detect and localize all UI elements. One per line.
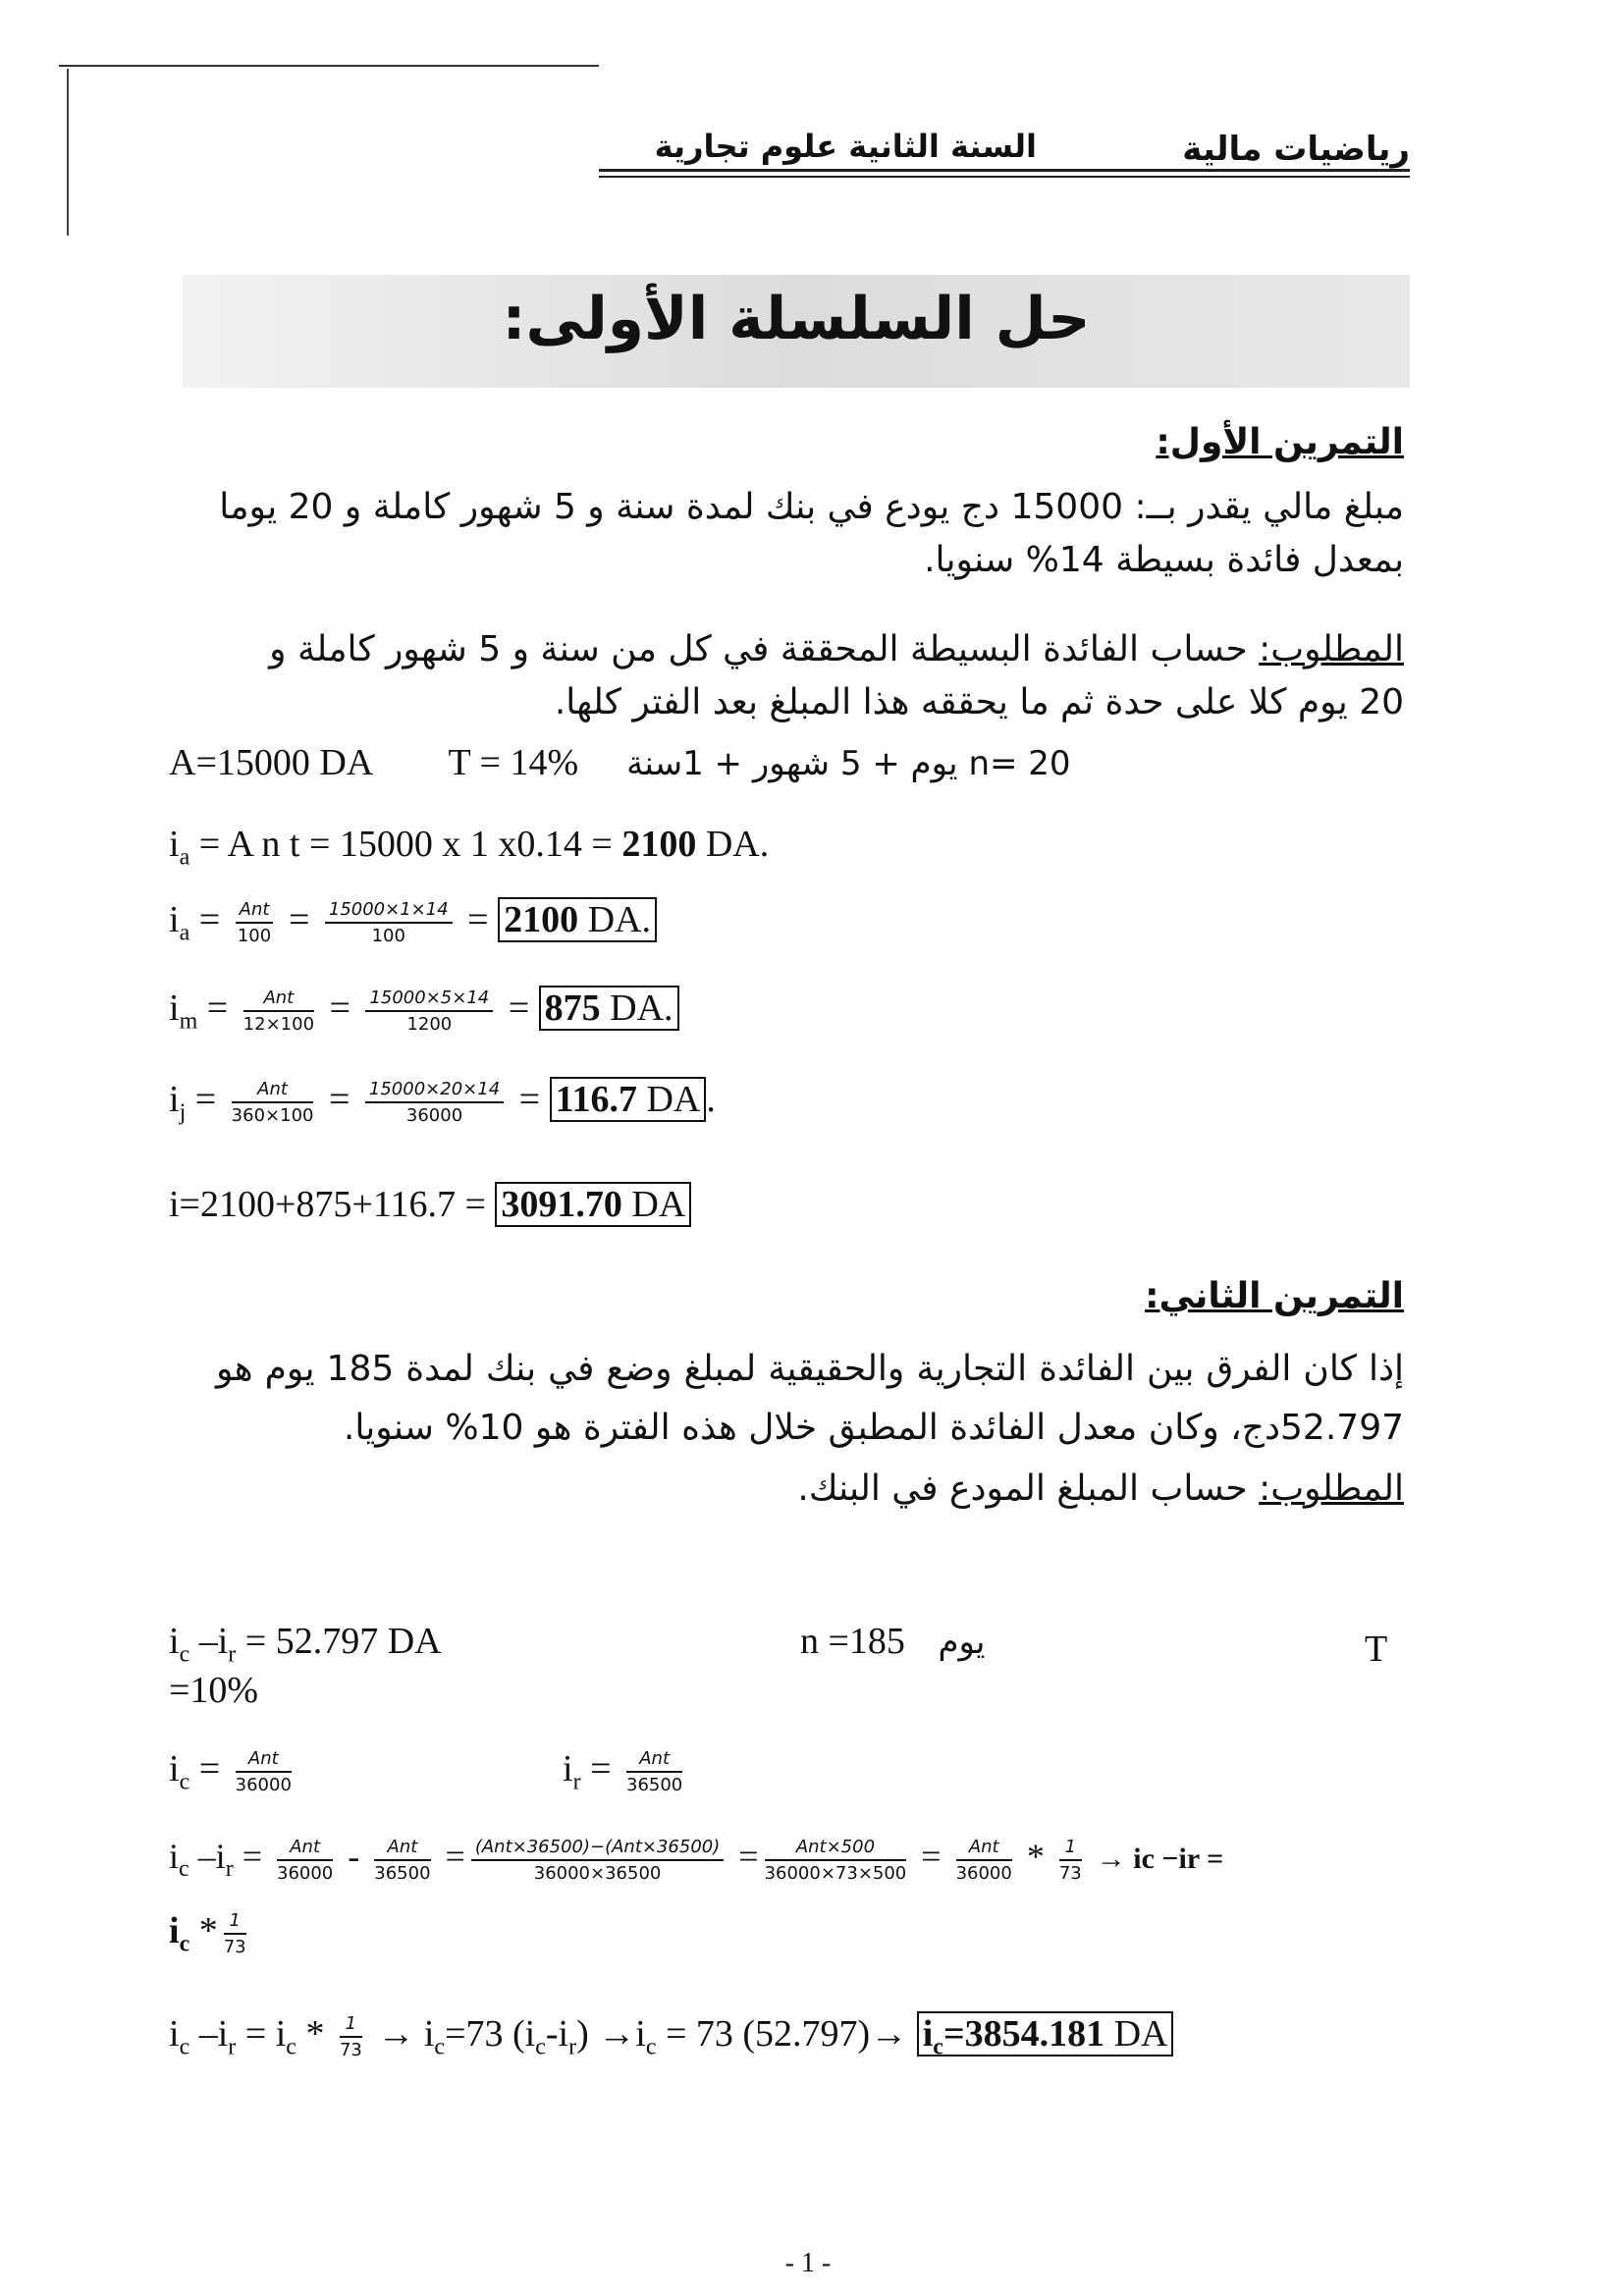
equation-difference: $i_c$ $-i_r$ = $\frac{\text{Ant}}{36000}$ - $\frac{\text{Ant}}{36500}$ = $\frac{\text{(Ant×36500)−(Ant×36500)}}{36000\times 36500}$ = $\frac{\text{Ant×500}}{36000\times 73\times 500}$ = $\frac{\text{Ant}}{36000}$ * $\frac{1}{73}$ → ic −ir = — [169, 1836, 1224, 1884]
exercise2-required — [216, 1463, 1404, 1516]
total-lhs: i=2100+875+116.7 = — [169, 1184, 496, 1225]
fraction: $\frac{\text{Ant}}{360\times 100}$ — [231, 1079, 314, 1127]
fraction: $\frac{1}{73}$ — [223, 1910, 246, 1958]
exercise2-heading: التمرين الثاني: — [1145, 1276, 1404, 1316]
exercise1-heading: التمرين الأول: — [1156, 422, 1404, 462]
fraction: $\frac{\text{Ant}}{36000}$ — [235, 1748, 292, 1796]
required-label: المطلوب: — [1259, 1468, 1404, 1509]
equation-ij-fraction: $i_j$ = $\frac{\text{Ant}}{360\times 100}$ = $\frac{15000\times 20\times 14}{36000}$ = 116.7 DA . — [169, 1079, 716, 1127]
exercise1-statement: مبلغ مالي يقدر بــ: 15000 دج يودع في بنك لمدة سنة و 5 شهور كاملة و 20 يوما بمعدل فائدة بسيطة 14% سنويا. — [219, 487, 1404, 580]
fraction: $\frac{15000\times 20\times 14}{36000}$ — [365, 1079, 504, 1126]
page-number: - 1 - — [784, 2248, 832, 2278]
ia-value: 2100 — [621, 824, 697, 865]
fraction: $\frac{\text{Ant}}{36000}$ — [277, 1836, 334, 1884]
data-t: T = 14% — [448, 742, 579, 783]
equation-difference-cont: $i_c$ * $\frac{1}{73}$ — [169, 1910, 246, 1958]
equation-ic: $i_c$ = $\frac{\text{Ant}}{36000}$ — [169, 1748, 292, 1796]
equation-im-fraction: $i_m$ = $\frac{\text{Ant}}{12\times 100}$ = $\frac{15000\times 5\times 14}{1200}$ = 875 DA. — [169, 987, 679, 1036]
given-n: n =185 يوم — [800, 1621, 986, 1662]
result-box: 875 DA. — [539, 986, 679, 1031]
header-rule — [599, 176, 1410, 178]
result-box: 3091.70 DA — [495, 1182, 691, 1227]
fraction: $\frac{\text{Ant}}{100}$ — [236, 899, 274, 946]
scan-edge-line — [67, 69, 69, 236]
required-label: المطلوب: — [1259, 629, 1404, 669]
equation-final: $i_c$ $-i_r = i_c$ * $\frac{1}{73}$ → $i_c=73$ $(i_c-i_r) \to i_c = 73$ $(52.797)\to i_c=3854.181$ DA — [169, 2012, 1173, 2061]
equation-ia-direct: $i_a = A$ n t = 15000 x 1 x0.14 = 2100 DA. — [169, 824, 770, 871]
fraction: $\frac{\text{Ant}}{36000}$ — [955, 1836, 1012, 1884]
exercise2-statement: إذا كان الفرق بين الفائدة التجارية والحقيقية لمبلغ وضع في بنك لمدة 185 يوم هو 52.797دج، وكان معدل الفائدة المطبق خلال هذه الفترة هو 10% سنويا. — [216, 1349, 1404, 1448]
fraction: $\frac{\text{Ant×500}}{36000\times 73\times 500}$ — [764, 1836, 907, 1884]
given-diff: $i_c$ $-i_r = 52.797$ DA — [169, 1621, 442, 1668]
ia-rhs: = A n t = 15000 x 1 x0.14 = — [198, 824, 622, 865]
result-box: 116.7 DA — [550, 1077, 707, 1122]
equation-ir: $i_r$ = $\frac{\text{Ant}}{36500}$ — [563, 1748, 683, 1796]
equation-total — [169, 1183, 691, 1226]
header-level: السنة الثانية علوم تجارية — [654, 128, 1037, 165]
given-rate: =10% — [169, 1670, 259, 1711]
header-rule — [599, 169, 1410, 172]
result-box: 2100 DA. — [498, 897, 657, 942]
scan-edge-line — [59, 65, 599, 67]
data-a: A=15000 DA — [169, 742, 372, 783]
page-title: حل السلسلة الأولى: — [502, 285, 1091, 353]
fraction: $\frac{\text{Ant}}{12\times 100}$ — [242, 988, 315, 1036]
result-box: $i_c=3854.181$ DA — [917, 2011, 1174, 2056]
ia-unit: DA. — [696, 824, 770, 865]
exercise1-data-line — [169, 741, 1071, 784]
exercise1-required — [216, 623, 1404, 729]
fraction: $\frac{\text{Ant}}{36500}$ — [374, 1836, 431, 1884]
data-n: n= 20 يوم + 5 شهور + 1سنة — [626, 744, 1071, 783]
fraction: $\frac{1}{73}$ — [1058, 1836, 1082, 1884]
fraction: $\frac{\text{Ant}}{36500}$ — [626, 1748, 683, 1796]
equation-ia-fraction: $i_a$ = $\frac{\text{Ant}}{100}$ = $\frac{15000\times 1\times 14}{100}$ = 2100 DA. — [169, 898, 657, 947]
fraction: $\frac{15000\times 5\times 14}{1200}$ — [365, 988, 493, 1035]
fraction: $\frac{15000\times 1\times 14}{100}$ — [325, 899, 453, 946]
required-text: حساب المبلغ المودع في البنك. — [797, 1468, 1260, 1509]
required-text: حساب الفائدة البسيطة المحققة في كل من سنة و 5 شهور كاملة و 20 يوم كلا على حدة ثم ما يحققه هذا المبلغ بعد الفتر كلها. — [269, 629, 1404, 722]
fraction: $\frac{\text{(Ant×36500)−(Ant×36500)}}{36000\times 36500}$ — [471, 1837, 724, 1884]
arrow-tail: → ic −ir = — [1096, 1842, 1224, 1875]
header-subject: رياضيات مالية — [1182, 130, 1410, 169]
fraction: $\frac{1}{73}$ — [339, 2013, 362, 2061]
given-t: T — [1365, 1629, 1388, 1670]
